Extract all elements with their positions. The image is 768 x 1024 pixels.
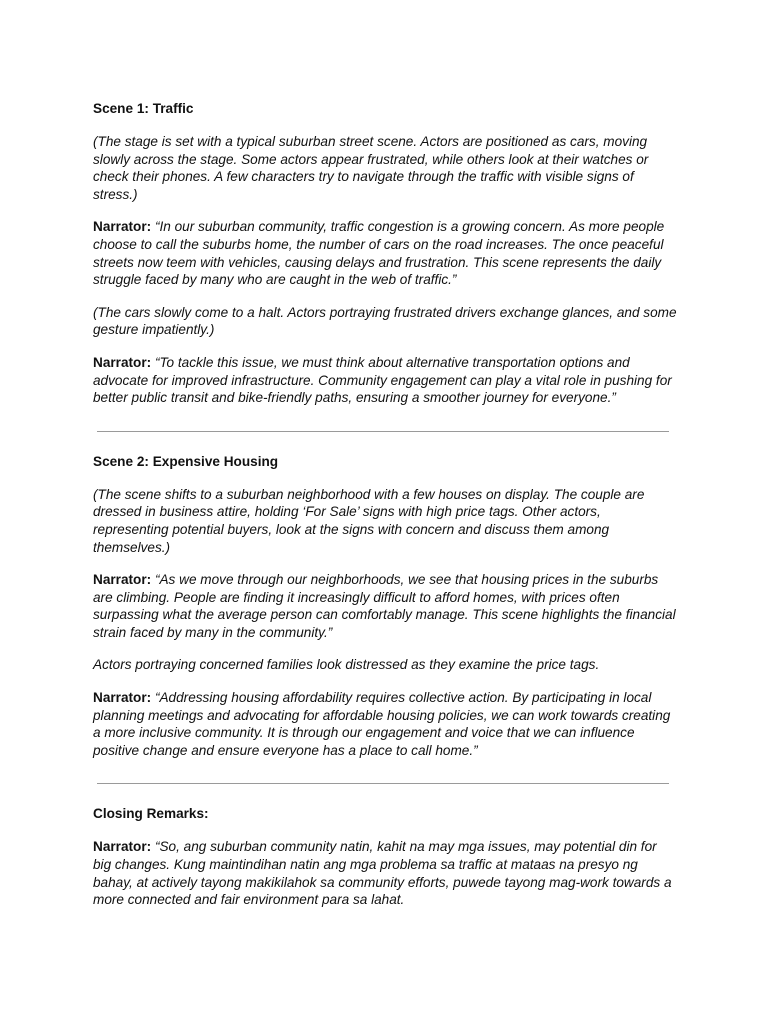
closing-section [93,805,677,908]
scene-1-heading: Scene 1: Traffic [93,101,194,116]
section-divider [97,431,669,432]
scene-1-narrator-line-1 [93,218,677,288]
narrator-text: “As we move through our neighborhoods, we see that housing prices in the suburbs are climbing. People are finding it increasingly difficult to afford homes, with prices often surpassing what the average person can comfortably manage. This scene highlights the financial strain faced by many in the community.” [93,572,676,640]
narrator-label: Narrator: [93,219,152,235]
narrator-text: “So, ang suburban community natin, kahit na may mga issues, may potential din for big changes. Kung maintindihan natin ang mga problema sa traffic at mataas na presyo ng bahay, at actively tayong makikilahok sa community efforts, puwede tayong mag-work towards a more connected and fair environment para sa lahat. [93,839,672,908]
scene-2-section [93,453,677,760]
narrator-text: “In our suburban community, traffic congestion is a growing concern. As more people choose to call the suburbs home, the number of cars on the road increases. The once peaceful streets now teem with vehicles, causing delays and frustration. This scene represents the daily struggle faced by many who are caught in the web of traffic.” [93,219,665,288]
narrator-label: Narrator: [93,690,152,706]
scene-2-narrator-line-2 [93,689,677,759]
closing-narrator-line [93,838,677,908]
scene-2-narrator-line-1 [93,571,677,641]
narrator-label: Narrator: [93,354,152,370]
narrator-text: “Addressing housing affordability requires collective action. By participating in local planning meetings and advocating for affordable housing policies, we can work towards creating a more inclusive community. It is through our engagement and voice that we can influence positive change and ensure everyone has a place to call home.” [93,690,671,758]
document-page [93,100,677,909]
section-divider [97,783,669,784]
narrator-text: “To tackle this issue, we must think about alternative transportation options and advocate for improved infrastructure. Community engagement can play a vital role in pushing for better public transit and bike-friendly paths, ensuring a smoother journey for everyone.” [93,354,672,406]
scene-1-narrator-line-2 [93,354,677,407]
scene-2-heading: Scene 2: Expensive Housing [93,453,279,469]
closing-heading: Closing Remarks: [93,806,209,822]
narrator-label: Narrator: [93,839,152,855]
scene-2-stage-direction-2: Actors portraying concerned families look distressed as they examine the price tags. [93,657,600,673]
scene-2-stage-direction-1: (The scene shifts to a suburban neighborhood with a few houses on display. The couple are dressed in business attire, holding ‘For Sale’ signs with high price tags. Other actors, representing potential buyers, look at the signs with concern and discuss them among themselves.) [93,486,645,555]
scene-1-stage-direction-2: (The cars slowly come to a halt. Actors portraying frustrated drivers exchange glances, and some gesture impatiently.) [93,304,677,338]
scene-1-section [93,100,677,407]
narrator-label: Narrator: [93,572,152,588]
scene-1-stage-direction-1: (The stage is set with a typical suburban street scene. Actors are positioned as cars, moving slowly across the stage. Some actors appear frustrated, while others look at their watches or check their phones. A few characters try to navigate through the traffic with visible signs of stress.) [93,134,649,202]
